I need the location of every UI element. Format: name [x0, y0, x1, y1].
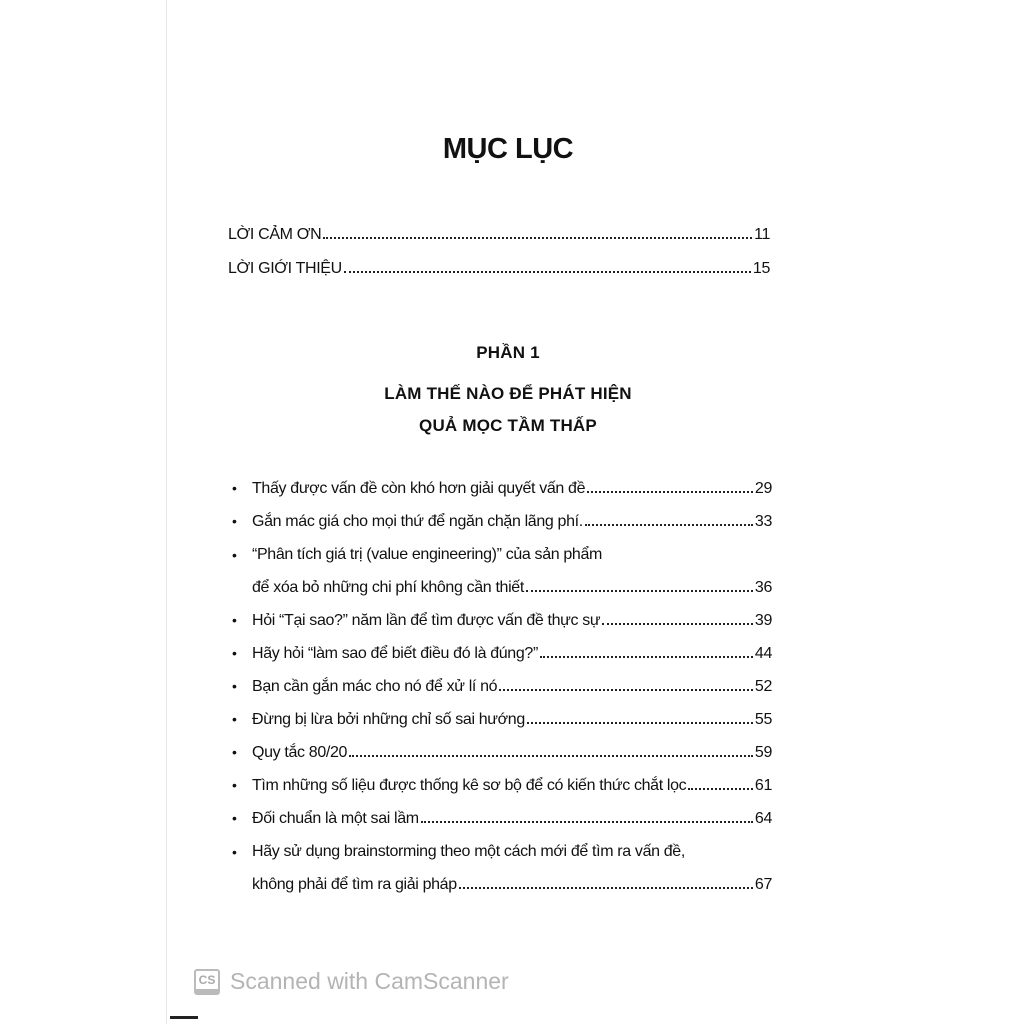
entry-page: 15 [752, 260, 770, 277]
bullet-icon: • [232, 645, 237, 661]
dot-leader [459, 887, 753, 889]
toc-entry [232, 612, 772, 634]
toc-entry [232, 744, 772, 766]
entry-page: 52 [754, 678, 772, 695]
entry-page: 67 [754, 876, 772, 893]
bullet-icon: • [232, 777, 237, 793]
dot-leader [526, 590, 753, 592]
dot-leader [587, 491, 753, 493]
bullet-icon: • [232, 744, 237, 760]
entry-label: Tìm những số liệu được thống kê sơ bộ để có kiến thức chắt lọc [252, 777, 687, 794]
toc-entry-acknowledgements [228, 226, 770, 248]
dot-leader [323, 237, 752, 239]
entry-label: Thấy được vấn đề còn khó hơn giải quyết vấn đề [252, 480, 586, 497]
bullet-icon: • [232, 678, 237, 694]
toc-entry [232, 678, 772, 700]
dot-leader [688, 788, 753, 790]
dot-leader [527, 722, 753, 724]
entry-label: Quy tắc 80/20 [252, 744, 348, 761]
entry-label: Hãy hỏi “làm sao để biết điều đó là đúng?” [252, 645, 538, 662]
toc-entry [232, 480, 772, 502]
entry-label-line1: “Phân tích giá trị (value engineering)” của sản phẩm [252, 546, 603, 563]
entry-page: 29 [754, 480, 772, 497]
camscanner-watermark [194, 968, 509, 995]
entry-page: 36 [754, 579, 772, 596]
entry-page: 61 [754, 777, 772, 794]
entry-label: Hỏi “Tại sao?” năm lần để tìm được vấn đề thực sự [252, 612, 601, 629]
entry-label: Đối chuẩn là một sai lầm [252, 810, 419, 827]
dot-leader [349, 755, 753, 757]
entry-page: 44 [754, 645, 772, 662]
entry-page: 64 [754, 810, 772, 827]
entry-label: Bạn cần gắn mác cho nó để xử lí nó [252, 678, 498, 695]
toc-entry [232, 777, 772, 799]
toc-entry [252, 579, 772, 601]
bullet-icon: • [232, 844, 237, 860]
entry-page: 59 [754, 744, 772, 761]
bullet-icon: • [232, 547, 237, 563]
bullet-icon: • [232, 810, 237, 826]
dot-leader [344, 271, 751, 273]
entry-label-line1: Hãy sử dụng brainstorming theo một cách mới để tìm ra vấn đề, [252, 843, 685, 860]
entry-page: 39 [754, 612, 772, 629]
bullet-icon: • [232, 480, 237, 496]
dot-leader [540, 656, 753, 658]
toc-entry [252, 876, 772, 898]
part-number: PHẦN 1 [476, 343, 540, 362]
entry-label: Gắn mác giá cho mọi thứ để ngăn chặn lãng phí. [252, 513, 583, 530]
dot-leader [499, 689, 753, 691]
entry-label: LỜI GIỚI THIỆU [228, 260, 342, 277]
bullet-icon: • [232, 711, 237, 727]
toc-entry [232, 810, 772, 832]
dot-leader [585, 524, 753, 526]
toc-entry [232, 645, 772, 667]
bullet-icon: • [232, 612, 237, 628]
watermark-text: Scanned with CamScanner [230, 968, 509, 994]
entry-page: 11 [754, 226, 770, 243]
part-title-line1: LÀM THẾ NÀO ĐỂ PHÁT HIỆN [384, 384, 632, 403]
entry-label: để xóa bỏ những chi phí không cần thiết [252, 579, 524, 596]
toc-entry-introduction [228, 260, 770, 282]
dot-leader [421, 821, 753, 823]
entry-label: không phải để tìm ra giải pháp [252, 876, 457, 893]
entry-label: LỜI CẢM ƠN [228, 226, 322, 243]
dot-leader [602, 623, 753, 625]
toc-title: MỤC LỤC [442, 133, 574, 165]
entry-page: 55 [754, 711, 772, 728]
entry-label: Đừng bị lừa bởi những chỉ số sai hướng [252, 711, 525, 728]
bullet-icon: • [232, 513, 237, 529]
scan-artifact [170, 1016, 198, 1019]
camscanner-logo-icon: CS [194, 969, 220, 995]
toc-entry [232, 513, 772, 535]
toc-entry [232, 711, 772, 733]
entry-page: 33 [754, 513, 772, 530]
part-title-line2: QUẢ MỌC TẦM THẤP [419, 416, 597, 435]
